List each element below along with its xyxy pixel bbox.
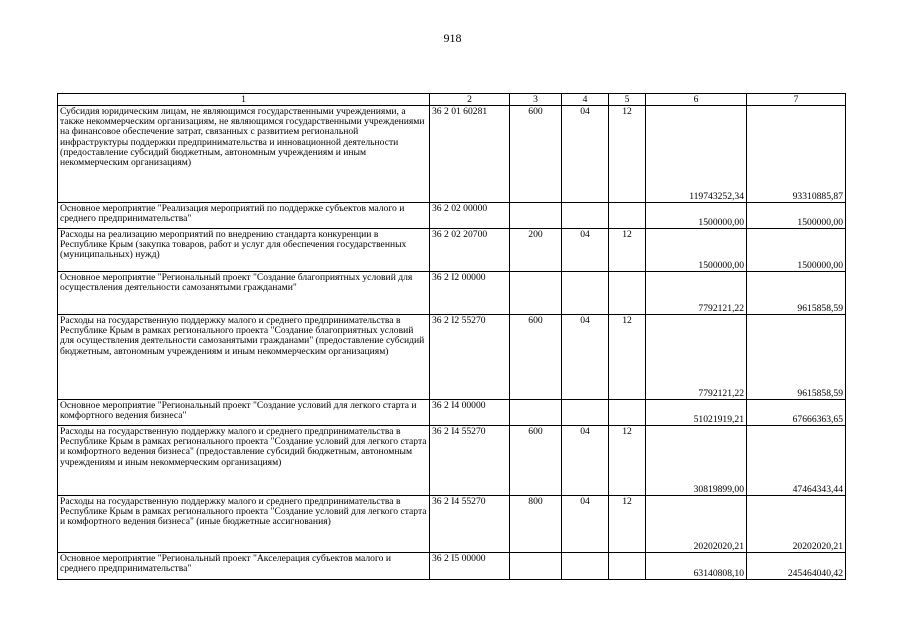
cell-code: 36 2 I5 00000 (430, 553, 510, 580)
cell-code: 36 2 I2 55270 (430, 315, 510, 400)
cell-amount-col7: 245464040,42 (747, 553, 846, 580)
cell-col3 (510, 553, 562, 580)
cell-amount-col7: 20202020,21 (747, 496, 846, 553)
table-row (58, 315, 846, 400)
cell-description: Основное мероприятие "Региональный проект "Акселерация субъектов малого и среднего предпринимательства" (58, 553, 430, 580)
cell-amount-col7: 47464343,44 (747, 426, 846, 496)
table-row (58, 229, 846, 272)
cell-col4 (562, 553, 609, 580)
cell-col5 (609, 272, 646, 315)
column-header-5: 5 (609, 94, 646, 106)
cell-col3 (510, 203, 562, 229)
cell-col4: 04 (562, 106, 609, 203)
cell-col3 (510, 272, 562, 315)
cell-col5: 12 (609, 426, 646, 496)
cell-col3 (510, 400, 562, 426)
cell-col4: 04 (562, 426, 609, 496)
cell-amount-col7: 9615858,59 (747, 315, 846, 400)
cell-col5 (609, 400, 646, 426)
cell-amount-col6: 1500000,00 (646, 203, 747, 229)
cell-col5: 12 (609, 496, 646, 553)
cell-amount-col6: 51021919,21 (646, 400, 747, 426)
cell-description: Расходы на реализацию мероприятий по внедрению стандарта конкуренции в Республике Крым (закупка товаров, работ и услуг для обеспечения государственных (муниципальных) нужд) (58, 229, 430, 272)
cell-col3: 600 (510, 315, 562, 400)
cell-description: Расходы на государственную поддержку малого и среднего предпринимательства в Республике Крым в рамках регионального проекта "Создание благоприятных условий для осуществления деятельности самозанятыми гражданами" (предоставление субсидий бюджетным, автономным учреждениям и иным некоммерческим организациям) (58, 315, 430, 400)
cell-col5: 12 (609, 229, 646, 272)
cell-col4: 04 (562, 229, 609, 272)
table-header-row (58, 94, 846, 106)
column-header-6: 6 (646, 94, 747, 106)
cell-col3: 200 (510, 229, 562, 272)
table-row (58, 553, 846, 580)
table-row (58, 106, 846, 203)
column-header-4: 4 (562, 94, 609, 106)
cell-amount-col7: 67666363,65 (747, 400, 846, 426)
cell-code: 36 2 02 00000 (430, 203, 510, 229)
cell-code: 36 2 I4 55270 (430, 426, 510, 496)
cell-col5: 12 (609, 315, 646, 400)
column-header-3: 3 (510, 94, 562, 106)
cell-col4 (562, 400, 609, 426)
cell-description: Основное мероприятие "Реализация мероприятий по поддержке субъектов малого и среднего предпринимательства" (58, 203, 430, 229)
cell-amount-col6: 20202020,21 (646, 496, 747, 553)
cell-code: 36 2 01 60281 (430, 106, 510, 203)
table-row (58, 496, 846, 553)
cell-amount-col7: 93310885,87 (747, 106, 846, 203)
table-row (58, 272, 846, 315)
table-row (58, 426, 846, 496)
table-row (58, 400, 846, 426)
cell-amount-col7: 1500000,00 (747, 203, 846, 229)
cell-amount-col6: 30819899,00 (646, 426, 747, 496)
cell-amount-col6: 119743252,34 (646, 106, 747, 203)
cell-col4 (562, 203, 609, 229)
cell-amount-col6: 7792121,22 (646, 272, 747, 315)
cell-description: Субсидия юридическим лицам, не являющимся государственными учреждениями, а также некоммерческим организациям, не являющимся государственными учреждениями на финансовое обеспечение затрат, связанных с развитием региональной инфраструктуры поддержки предпринимательства и инновационной деятельности (предоставление субсидий бюджетным, автономным учреждениям и иным некоммерческим организациям) (58, 106, 430, 203)
cell-code: 36 2 I4 55270 (430, 496, 510, 553)
cell-col3: 600 (510, 426, 562, 496)
cell-col3: 600 (510, 106, 562, 203)
cell-col4: 04 (562, 315, 609, 400)
cell-code: 36 2 I4 00000 (430, 400, 510, 426)
column-header-1: 1 (58, 94, 430, 106)
table-row (58, 203, 846, 229)
cell-description: Расходы на государственную поддержку малого и среднего предпринимательства в Республике Крым в рамках регионального проекта "Создание условий для легкого старта и комфортного ведения бизнеса" (иные бюджетные ассигнования) (58, 496, 430, 553)
cell-amount-col6: 7792121,22 (646, 315, 747, 400)
cell-description: Расходы на государственную поддержку малого и среднего предпринимательства в Республике Крым в рамках регионального проекта "Создание условий для легкого старта и комфортного ведения бизнеса" (предоставление субсидий бюджетным, автономным учреждениям и иным некоммерческим организациям) (58, 426, 430, 496)
cell-description: Основное мероприятие "Региональный проект "Создание условий для легкого старта и комфортного ведения бизнеса" (58, 400, 430, 426)
cell-description: Основное мероприятие "Региональный проект "Создание благоприятных условий для осуществления деятельности самозанятыми гражданами" (58, 272, 430, 315)
cell-amount-col6: 63140808,10 (646, 553, 747, 580)
cell-col5 (609, 203, 646, 229)
cell-code: 36 2 02 20700 (430, 229, 510, 272)
cell-code: 36 2 I2 00000 (430, 272, 510, 315)
cell-col3: 800 (510, 496, 562, 553)
cell-amount-col6: 1500000,00 (646, 229, 747, 272)
cell-col5 (609, 553, 646, 580)
cell-col5: 12 (609, 106, 646, 203)
cell-amount-col7: 9615858,59 (747, 272, 846, 315)
cell-amount-col7: 1500000,00 (747, 229, 846, 272)
cell-col4: 04 (562, 496, 609, 553)
page-number: 918 (443, 31, 462, 45)
cell-col4 (562, 272, 609, 315)
column-header-2: 2 (430, 94, 510, 106)
column-header-7: 7 (747, 94, 846, 106)
budget-table (57, 93, 846, 580)
